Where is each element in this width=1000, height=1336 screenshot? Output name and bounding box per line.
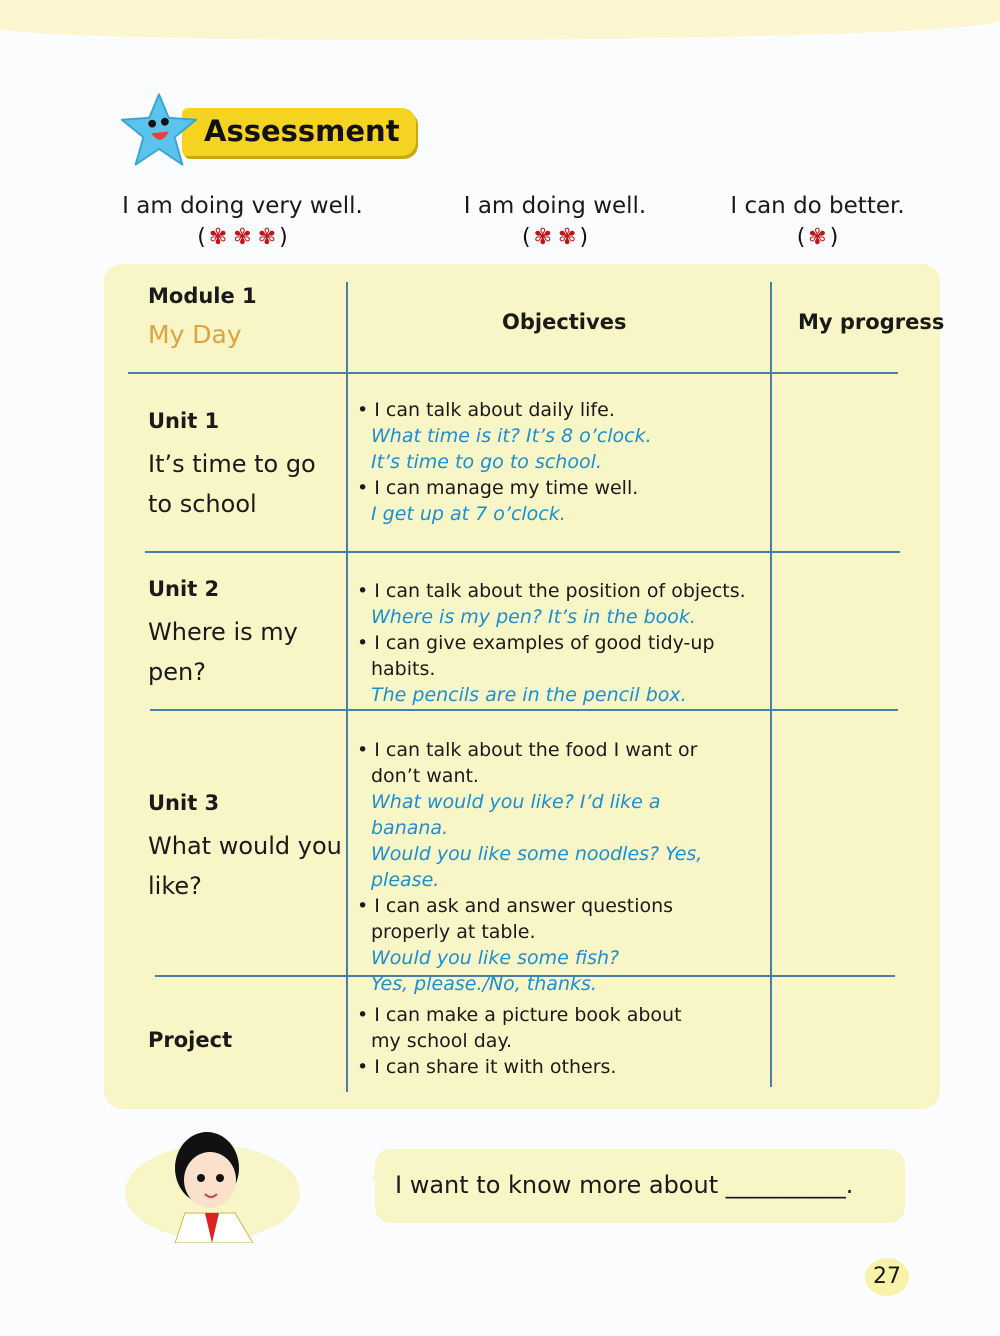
- flower-rating-1: ( ✾ ): [796, 225, 839, 250]
- title-banner: [182, 108, 416, 156]
- unit-title: Where is my pen?: [148, 618, 298, 686]
- flower-rating-2: ( ✾ ✾ ): [521, 225, 589, 250]
- legend-label: I am doing well.: [463, 193, 647, 219]
- flower-rating-3: ( ✾ ✾ ✾ ): [197, 225, 288, 250]
- unit-3-cell: [148, 790, 343, 906]
- objective-item: • I can give examples of good tidy-up habits.: [357, 632, 715, 680]
- unit-label: Unit 2: [148, 577, 220, 601]
- legend-label: I can do better.: [730, 193, 905, 219]
- divider: [770, 282, 772, 1087]
- objective-item: • I can talk about the position of objects.: [357, 580, 746, 602]
- page-title: Assessment: [204, 114, 400, 148]
- legend-very-well: [95, 193, 390, 250]
- example-sentence: Where is my pen? It’s in the book.: [371, 606, 696, 628]
- page-number: 27: [865, 1258, 909, 1296]
- example-sentence: Yes, please./No, thanks.: [371, 973, 597, 995]
- star-mascot-icon: [120, 92, 198, 167]
- assessment-header: [120, 92, 420, 167]
- unit-2-cell: [148, 576, 308, 692]
- legend-well: [435, 193, 675, 250]
- unit-1-cell: [148, 408, 343, 524]
- example-sentence: Would you like some noodles? Yes, please.: [371, 843, 703, 891]
- objective-item: • I can talk about the food I want or don’t want.: [357, 739, 698, 787]
- divider: [145, 551, 900, 553]
- unit-title: It’s time to go to school: [148, 450, 316, 518]
- unit-1-objectives: [357, 397, 757, 527]
- project-cell: [148, 1027, 232, 1063]
- example-sentence: Would you like some fish?: [371, 947, 620, 969]
- example-sentence: I get up at 7 o’clock.: [371, 503, 566, 525]
- top-band: [0, 0, 1000, 40]
- objective-item: • I can make a picture book about my school day.: [357, 1004, 682, 1052]
- example-sentence: It’s time to go to school.: [371, 451, 602, 473]
- objective-item: • I can manage my time well.: [357, 477, 639, 499]
- objectives-header: Objectives: [502, 310, 627, 334]
- unit-label: Unit 3: [148, 791, 220, 815]
- unit-title: What would you like?: [148, 832, 342, 900]
- unit-label: Unit 1: [148, 409, 220, 433]
- project-objectives: [357, 1002, 697, 1080]
- example-sentence: What time is it? It’s 8 o’clock.: [371, 425, 652, 447]
- progress-header: My progress: [798, 310, 945, 334]
- objective-item: • I can ask and answer questions properly at table.: [357, 895, 674, 943]
- divider: [150, 709, 898, 711]
- legend-better: [700, 193, 935, 250]
- divider: [128, 372, 898, 374]
- module-label: Module 1: [148, 284, 257, 308]
- objective-item: • I can talk about daily life.: [357, 399, 615, 421]
- legend-label: I am doing very well.: [122, 193, 363, 219]
- unit-label: Project: [148, 1028, 233, 1052]
- unit-3-objectives: [357, 737, 742, 997]
- objective-item: • I can share it with others.: [357, 1056, 617, 1078]
- unit-2-objectives: [357, 578, 757, 708]
- divider: [346, 282, 348, 1092]
- module-name: My Day: [148, 320, 242, 349]
- example-sentence: What would you like? I’d like a banana.: [371, 791, 661, 839]
- example-sentence: The pencils are in the pencil box.: [371, 684, 687, 706]
- prompt-text: I want to know more about __________.: [395, 1171, 854, 1199]
- girl-illustration-icon: [165, 1128, 260, 1243]
- speech-bubble: [375, 1149, 905, 1223]
